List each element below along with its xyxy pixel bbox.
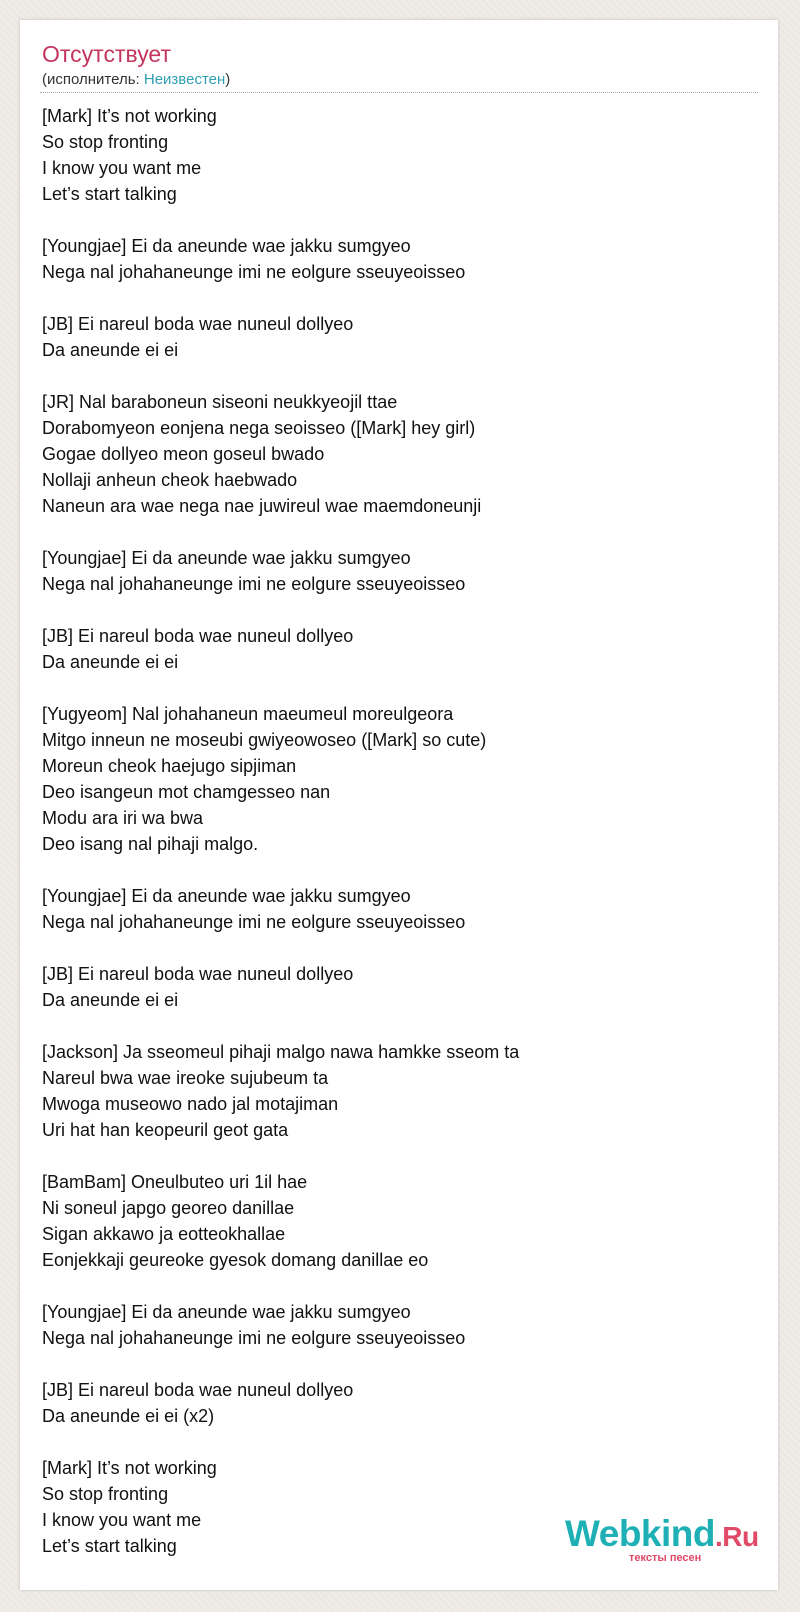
lyric-line: Moreun cheok haejugo sipjiman bbox=[42, 756, 297, 776]
lyric-line: [JB] Ei nareul boda wae nuneul dollyeo bbox=[42, 1380, 354, 1400]
lyric-line: Ni soneul japgo georeo danillae bbox=[42, 1198, 295, 1218]
artist-link[interactable]: Неизвестен bbox=[143, 71, 226, 88]
lyric-line: Nega nal johahaneunge imi ne eolgure sseuyeoisseo bbox=[42, 574, 466, 594]
lyric-line: Let’s start talking bbox=[42, 1536, 177, 1556]
lyrics-stanza bbox=[42, 311, 742, 363]
lyric-line: So stop fronting bbox=[42, 1484, 169, 1504]
lyrics-stanza bbox=[42, 623, 742, 675]
lyric-line: Mitgo inneun ne moseubi gwiyeowoseo ([Mark] so cute) bbox=[42, 730, 487, 750]
lyric-line: Sigan akkawo ja eotteokhallae bbox=[42, 1224, 286, 1244]
lyric-line: Nollaji anheun cheok haebwado bbox=[42, 470, 298, 490]
lyric-line: [JB] Ei nareul boda wae nuneul dollyeo bbox=[42, 964, 354, 984]
title-divider bbox=[40, 92, 758, 93]
lyric-line: [Youngjae] Ei da aneunde wae jakku sumgyeo bbox=[42, 548, 411, 568]
lyric-line: I know you want me bbox=[42, 1510, 202, 1530]
artist-prefix: (исполнитель: bbox=[42, 71, 144, 88]
lyric-line: [JB] Ei nareul boda wae nuneul dollyeo bbox=[42, 314, 354, 334]
logo-main-text: Webkind bbox=[565, 1513, 715, 1554]
lyrics-stanza bbox=[42, 701, 742, 857]
lyric-line: Deo isangeun mot chamgesseo nan bbox=[42, 782, 331, 802]
lyric-line: [Yugyeom] Nal johahaneun maeumeul moreulgeora bbox=[42, 704, 454, 724]
lyric-line: Gogae dollyeo meon goseul bwado bbox=[42, 444, 325, 464]
lyric-line: So stop fronting bbox=[42, 132, 169, 152]
lyric-line: Da aneunde ei ei (x2) bbox=[42, 1406, 215, 1426]
lyrics-stanza bbox=[42, 103, 742, 207]
logo-wordmark bbox=[565, 1515, 759, 1552]
lyric-line: Eonjekkaji geureoke gyesok domang danillae eo bbox=[42, 1250, 429, 1270]
lyrics-stanza bbox=[42, 545, 742, 597]
lyric-line: [Youngjae] Ei da aneunde wae jakku sumgyeo bbox=[42, 1302, 411, 1322]
webkind-logo[interactable] bbox=[565, 1515, 765, 1575]
logo-tld-text: .Ru bbox=[715, 1521, 759, 1552]
lyric-line: [Jackson] Ja sseomeul pihaji malgo nawa hamkke sseom ta bbox=[42, 1042, 520, 1062]
lyric-line: Nega nal johahaneunge imi ne eolgure sseuyeoisseo bbox=[42, 262, 466, 282]
lyric-line: Uri hat han keopeuril geot gata bbox=[42, 1120, 289, 1140]
lyrics-body bbox=[42, 103, 742, 1585]
lyrics-stanza bbox=[42, 1039, 742, 1143]
lyric-line: Nareul bwa wae ireoke sujubeum ta bbox=[42, 1068, 329, 1088]
lyrics-stanza bbox=[42, 233, 742, 285]
artist-line bbox=[42, 72, 230, 87]
lyric-line: [Youngjae] Ei da aneunde wae jakku sumgyeo bbox=[42, 886, 411, 906]
lyric-line: [JR] Nal baraboneun siseoni neukkyeojil ttae bbox=[42, 392, 398, 412]
logo-tagline: тексты песен bbox=[629, 1552, 702, 1564]
lyric-line: Dorabomyeon eonjena nega seoisseo ([Mark] hey girl) bbox=[42, 418, 476, 438]
lyrics-stanza bbox=[42, 1377, 742, 1429]
lyric-line: Let’s start talking bbox=[42, 184, 177, 204]
lyrics-stanza bbox=[42, 1299, 742, 1351]
lyrics-stanza bbox=[42, 961, 742, 1013]
lyric-line: [Youngjae] Ei da aneunde wae jakku sumgyeo bbox=[42, 236, 411, 256]
lyric-line: I know you want me bbox=[42, 158, 202, 178]
lyric-line: [Mark] It’s not working bbox=[42, 106, 217, 126]
lyric-line: Mwoga museowo nado jal motajiman bbox=[42, 1094, 339, 1114]
lyric-line: [JB] Ei nareul boda wae nuneul dollyeo bbox=[42, 626, 354, 646]
lyric-line: Da aneunde ei ei bbox=[42, 652, 179, 672]
lyric-line: Deo isang nal pihaji malgo. bbox=[42, 834, 259, 854]
lyric-line: Naneun ara wae nega nae juwireul wae maemdoneunji bbox=[42, 496, 482, 516]
lyrics-stanza bbox=[42, 389, 742, 519]
lyric-line: Da aneunde ei ei bbox=[42, 990, 179, 1010]
lyric-line: [BamBam] Oneulbuteo uri 1il hae bbox=[42, 1172, 308, 1192]
artist-suffix: ) bbox=[225, 71, 231, 88]
lyric-line: Nega nal johahaneunge imi ne eolgure sseuyeoisseo bbox=[42, 1328, 466, 1348]
lyrics-stanza bbox=[42, 883, 742, 935]
lyric-line: [Mark] It’s not working bbox=[42, 1458, 217, 1478]
lyric-line: Nega nal johahaneunge imi ne eolgure sseuyeoisseo bbox=[42, 912, 466, 932]
lyrics-card bbox=[20, 20, 778, 1590]
lyrics-stanza bbox=[42, 1169, 742, 1273]
lyric-line: Da aneunde ei ei bbox=[42, 340, 179, 360]
song-title: Отсутствует bbox=[42, 41, 171, 67]
lyric-line: Modu ara iri wa bwa bbox=[42, 808, 204, 828]
